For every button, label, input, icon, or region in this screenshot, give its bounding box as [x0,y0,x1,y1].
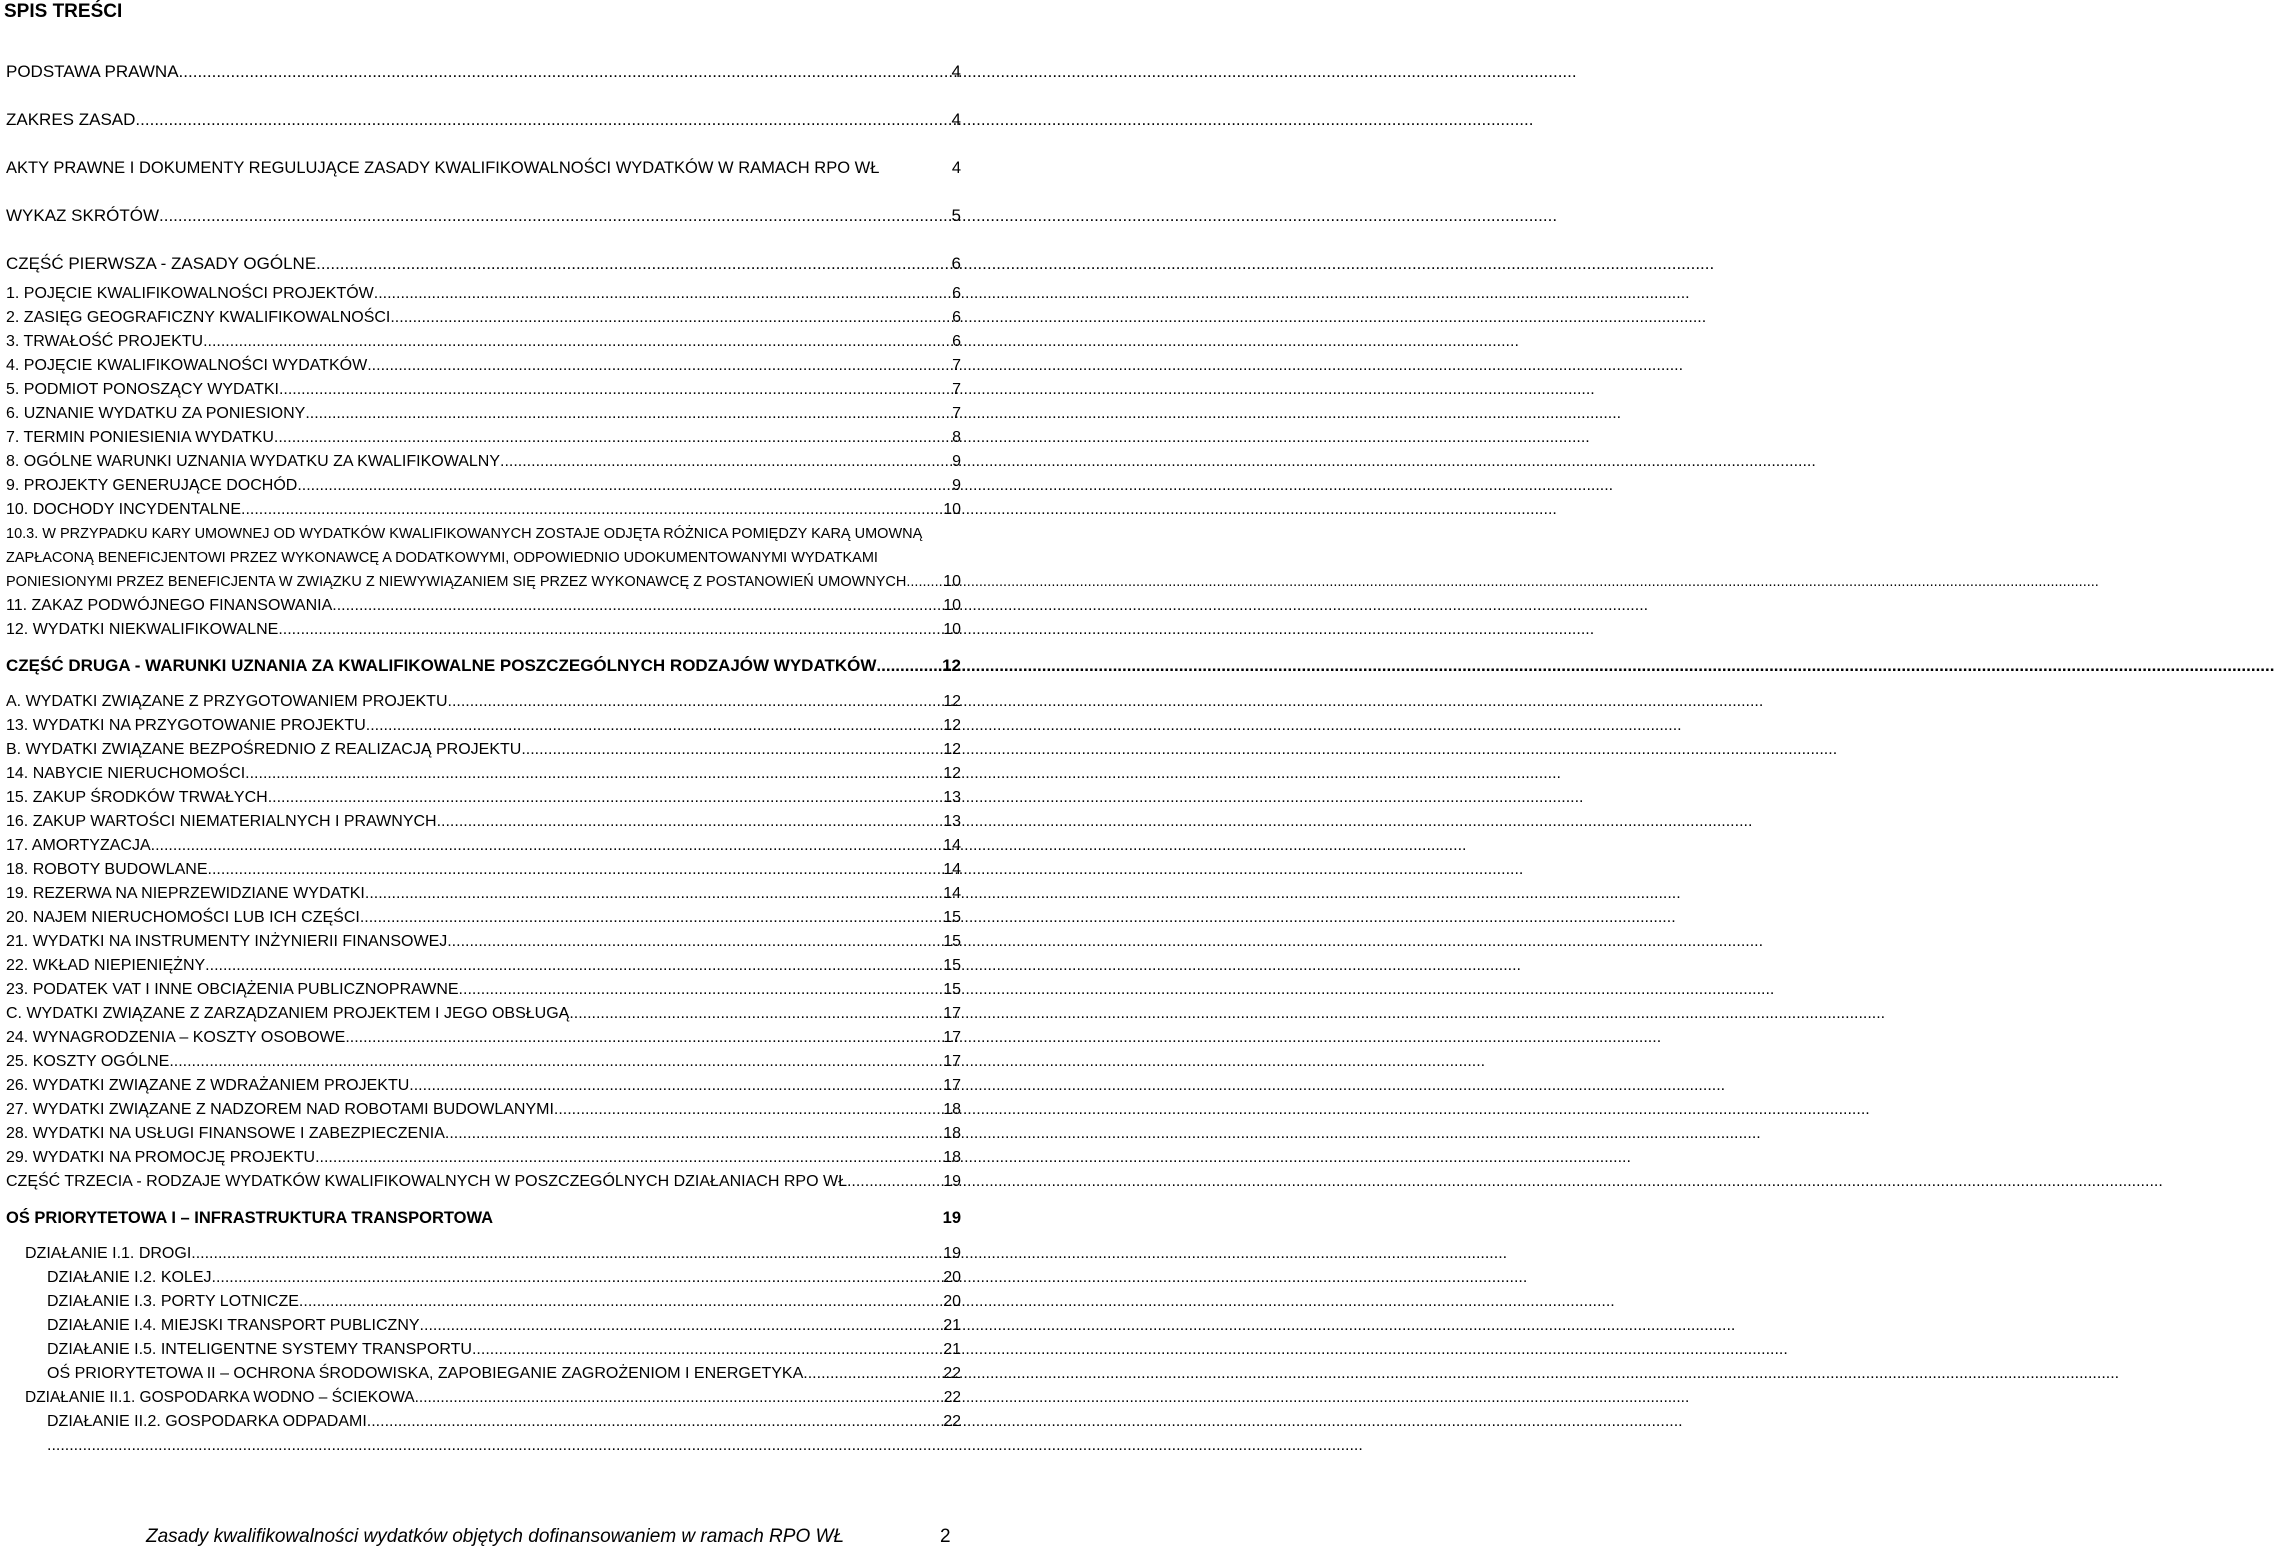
toc-page-number: 6 [952,333,961,350]
toc-entry[interactable] [6,980,961,1000]
leader-dots [390,308,950,328]
toc-page-number: 15 [943,957,961,974]
toc-page-number: 10 [943,621,961,638]
leader-dots [876,656,940,676]
leader-dots [847,1172,941,1192]
toc-entry[interactable] [6,764,961,784]
toc-page-number: 17 [943,1053,961,1070]
toc-entry-10-3-line3[interactable] [6,572,961,592]
toc-entry[interactable] [6,452,961,472]
leader-dots [367,1412,941,1432]
leader-dots [447,932,941,952]
toc-entry[interactable] [6,812,961,832]
toc-entry-label: 29. WYDATKI NA PROMOCJĘ PROJEKTU [6,1149,316,1166]
toc-entry[interactable] [6,956,961,976]
toc-entry[interactable] [6,308,961,328]
toc-entry[interactable] [6,1172,961,1192]
toc-page-number: 6 [952,309,961,326]
leader-dots [374,284,950,304]
toc-page-number: 12 [943,765,961,782]
leader-dots [332,596,941,616]
toc-entry-label: CZĘŚĆ TRZECIA - RODZAJE WYDATKÓW KWALIFIKOWALNYCH W POSZCZEGÓLNYCH DZIAŁANIACH RPO WŁ [6,1173,847,1190]
toc-page-number: 22 [943,1389,961,1406]
toc-page-number: 12 [943,717,961,734]
leader-dots [420,1316,942,1336]
toc-entry-label: CZĘŚĆ PIERWSZA - ZASADY OGÓLNE [6,254,317,273]
toc-page-number: 20 [943,1293,961,1310]
toc-page-number: 4 [951,62,961,81]
page-footer: Zasady kwalifikowalności wydatków objętych dofinansowaniem w ramach RPO WŁ [146,1526,845,1547]
toc-entry-label: ZAKRES ZASAD [6,110,136,129]
toc-page-number: 6 [951,254,961,273]
toc-entry-czesc-druga[interactable] [6,656,961,676]
toc-entry[interactable] [6,1052,961,1072]
leader-dots [212,1268,942,1288]
leader-dots [297,476,950,496]
toc-entry[interactable] [6,884,961,904]
toc-entry-label: 1. POJĘCIE KWALIFIKOWALNOŚCI PROJEKTÓW [6,285,374,302]
toc-entry-label: DZIAŁANIE I.5. INTELIGENTNE SYSTEMY TRANSPORTU [47,1341,472,1358]
leader-dots [151,836,942,856]
toc-page-number: 21 [943,1341,961,1358]
toc-page-number: 14 [943,837,961,854]
toc-entry-akty[interactable] [6,158,961,178]
leader-dots [316,254,949,274]
leader-dots [315,1148,941,1168]
toc-entry-label: DZIAŁANIE I.3. PORTY LOTNICZE [47,1293,299,1310]
toc-entry[interactable] [6,932,961,952]
toc-page-number: 9 [952,477,961,494]
toc-entry[interactable] [6,692,961,712]
toc-page-number: 19 [943,1173,961,1190]
toc-page-number: 6 [952,285,961,302]
toc-entry[interactable] [6,860,961,880]
toc-page-number: 8 [952,429,961,446]
toc-entry-os-1[interactable] [25,1244,961,1264]
leader-dots [448,692,942,712]
toc-entry-label: 27. WYDATKI ZWIĄZANE Z NADZOREM NAD ROBOTAMI BUDOWLANYMI [6,1101,554,1118]
toc-entry-label: DZIAŁANIE II.2. GOSPODARKA ODPADAMI [47,1413,367,1430]
leader-dots [500,452,950,472]
toc-page-number: 22 [943,1413,961,1430]
leader-dots [365,884,941,904]
leader-dots [472,1340,941,1360]
leader-dots [360,908,941,928]
toc-entry-label: 26. WYDATKI ZWIĄZANE Z WDRAŻANIEM PROJEKTU [6,1077,410,1094]
toc-entry-label: PODSTAWA PRAWNA [6,62,179,81]
toc-page-number: 15 [943,981,961,998]
leader-dots [208,860,942,880]
leader-dots [415,1388,942,1408]
toc-entry-label: 10. DOCHODY INCYDENTALNE [6,501,242,518]
toc-entry-czesc-trzecia[interactable] [6,1208,961,1228]
leader-dots [47,1436,959,1456]
toc-entry-label: 8. OGÓLNE WARUNKI UZNANIA WYDATKU ZA KWALIFIKOWALNY [6,453,500,470]
toc-page-number: 9 [952,453,961,470]
toc-page-number: 7 [952,405,961,422]
toc-entry[interactable] [6,1004,961,1024]
toc-entry-label: 7. TERMIN PONIESIENIA WYDATKU [6,429,274,446]
toc-page-number: 13 [943,789,961,806]
toc-page-number: 5 [951,206,961,225]
toc-entry-label: 16. ZAKUP WARTOŚCI NIEMATERIALNYCH I PRAWNYCH [6,813,437,830]
toc-entry-label: 2. ZASIĘG GEOGRAFICZNY KWALIFIKOWALNOŚCI [6,309,391,326]
toc-entry-label: CZĘŚĆ DRUGA - WARUNKI UZNANIA ZA KWALIFIKOWALNE POSZCZEGÓLNYCH RODZAJÓW WYDATKÓW [6,656,877,675]
toc-entry-label: 4. POJĘCIE KWALIFIKOWALNOŚCI WYDATKÓW [6,357,368,374]
toc-entry-label: DZIAŁANIE I.1. DROGI [25,1245,192,1262]
toc-entry-label: DZIAŁANIE II.1. GOSPODARKA WODNO – ŚCIEKOWA [25,1389,415,1406]
toc-page-number: 21 [943,1317,961,1334]
toc-entry-dzialanie[interactable] [47,1364,961,1384]
leader-dots [299,1292,941,1312]
toc-entry-label: OŚ PRIORYTETOWA II – OCHRONA ŚRODOWISKA, ZAPOBIEGANIE ZAGROŻENIOM I ENERGETYKA [47,1365,804,1382]
toc-page-number: 10 [943,501,961,518]
toc-entry-label: 14. NABYCIE NIERUCHOMOŚCI [6,765,246,782]
toc-entry[interactable] [6,1100,961,1120]
toc-page-number: 22 [943,1365,961,1382]
leader-dots [366,716,941,736]
leader-dots [135,110,949,130]
toc-entry[interactable] [6,332,961,352]
toc-entry[interactable] [6,284,961,304]
toc-page-number: 18 [943,1101,961,1118]
leader-dots [437,812,942,832]
leader-dots [241,500,941,520]
toc-entry[interactable] [6,380,961,400]
toc-entry-label: WYKAZ SKRÓTÓW [6,206,159,225]
leader-dots [191,1244,941,1264]
leader-dots [459,980,942,1000]
toc-entry[interactable] [6,356,961,376]
toc-entry-10-3-line1[interactable]: 10.3. W PRZYPADKU KARY UMOWNEJ OD WYDATKÓW KWALIFIKOWANYCH ZOSTAJE ODJĘTA RÓŻNICA POMIĘDZY KARĄ UMOWNĄ [6,526,923,542]
toc-page-number: 10 [943,573,961,590]
toc-entry-label: 3. TRWAŁOŚĆ PROJEKTU [6,333,204,350]
toc-page-number: 12 [942,656,961,675]
toc-entry-dzialanie[interactable] [47,1436,961,1456]
toc-entry-label: 24. WYNAGRODZENIA – KOSZTY OSOBOWE [6,1029,346,1046]
toc-entry[interactable] [6,836,961,856]
toc-entry-label: 6. UZNANIE WYDATKU ZA PONIESIONY [6,405,306,422]
leader-dots [205,956,941,976]
leader-dots [367,356,950,376]
toc-page-number: 12 [943,741,961,758]
toc-entry-label: 18. ROBOTY BUDOWLANE [6,861,208,878]
toc-page-number: 4 [951,159,961,177]
toc-entry-label: A. WYDATKI ZWIĄZANE Z PRZYGOTOWANIEM PROJEKTU [6,693,448,710]
toc-entry[interactable] [6,740,961,760]
leader-dots [279,380,950,400]
toc-entry-label: DZIAŁANIE I.2. KOLEJ [47,1269,212,1286]
toc-page-number: 7 [952,381,961,398]
toc-entry-label: AKTY PRAWNE I DOKUMENTY REGULUJĄCE ZASADY KWALIFIKOWALNOŚCI WYDATKÓW W RAMACH RPO WŁ [6,159,880,177]
toc-entry[interactable] [6,716,961,736]
toc-entry-10-3-line2: ZAPŁACONĄ BENEFICJENTOWI PRZEZ WYKONAWCĘ A DODATKOWYMI, ODPOWIEDNIO UDOKUMENTOWANYMI WYDATKAMI [6,550,878,566]
toc-page-number: 12 [943,693,961,710]
toc-title: SPIS TREŚCI [4,1,123,22]
toc-entry[interactable] [6,1148,961,1168]
toc-entry-label: 22. WKŁAD NIEPIENIĘŻNY [6,957,206,974]
leader-dots [278,620,941,640]
toc-entry-label: C. WYDATKI ZWIĄZANE Z ZARZĄDZANIEM PROJEKTEM I JEGO OBSŁUGĄ [6,1005,570,1022]
toc-entry[interactable] [6,620,961,640]
toc-entry-label: OŚ PRIORYTETOWA I – INFRASTRUKTURA TRANSPORTOWA [6,1209,494,1227]
toc-entry-dzialanie[interactable] [47,1340,961,1360]
toc-page-number: 15 [943,933,961,950]
toc-entry-dzialanie[interactable] [47,1316,961,1336]
toc-entry-label: 12. WYDATKI NIEKWALIFIKOWALNE [6,621,279,638]
toc-page-number: 18 [943,1149,961,1166]
toc-entry-label: 9. PROJEKTY GENERUJĄCE DOCHÓD [6,477,298,494]
leader-dots [521,740,941,760]
leader-dots [305,404,950,424]
leader-dots [203,332,950,352]
toc-page-number: 17 [943,1005,961,1022]
toc-page-number: 19 [942,1209,961,1227]
toc-page-number: 17 [943,1029,961,1046]
toc-entry[interactable] [6,404,961,424]
toc-entry-czesc-pierwsza[interactable] [6,254,961,274]
toc-page-number: 14 [943,861,961,878]
toc-entry-label: 17. AMORTYZACJA [6,837,151,854]
toc-page-number: 17 [943,1077,961,1094]
toc-entry-podstawa[interactable] [6,62,961,82]
toc-entry-label: 25. KOSZTY OGÓLNE [6,1053,170,1070]
toc-entry[interactable] [6,1076,961,1096]
toc-page-number: 19 [943,1245,961,1262]
toc-entry-os-2[interactable] [25,1388,961,1408]
toc-entry-dzialanie[interactable] [47,1412,961,1432]
toc-entry[interactable] [6,1124,961,1144]
leader-dots [274,428,950,448]
leader-dots [245,764,941,784]
toc-page-number: 20 [943,1269,961,1286]
toc-page-number: 13 [943,813,961,830]
leader-dots [906,572,941,592]
leader-dots [409,1076,941,1096]
toc-entry-label: DZIAŁANIE I.4. MIEJSKI TRANSPORT PUBLICZNY [47,1317,420,1334]
leader-dots [179,62,950,82]
toc-entry-label: 19. REZERWA NA NIEPRZEWIDZIANE WYDATKI [6,885,365,902]
toc-page-number: 10 [943,597,961,614]
toc-entry-label: 5. PODMIOT PONOSZĄCY WYDATKI [6,381,279,398]
toc-entry-label: 21. WYDATKI NA INSTRUMENTY INŻYNIERII FINANSOWEJ [6,933,448,950]
toc-entry[interactable] [6,500,961,520]
toc-entry[interactable] [6,788,961,808]
page-number: 2 [940,1526,951,1547]
leader-dots [554,1100,941,1120]
leader-dots [169,1052,941,1072]
leader-dots [159,206,950,226]
leader-dots [445,1124,941,1144]
toc-entry-label: 23. PODATEK VAT I INNE OBCIĄŻENIA PUBLICZNOPRAWNE [6,981,459,998]
leader-dots [268,788,942,808]
toc-entry[interactable] [6,908,961,928]
toc-page-number: 7 [952,357,961,374]
leader-dots [803,1364,941,1384]
toc-entry-label: 20. NAJEM NIERUCHOMOŚCI LUB ICH CZĘŚCI [6,909,360,926]
toc-entry-label: B. WYDATKI ZWIĄZANE BEZPOŚREDNIO Z REALIZACJĄ PROJEKTU [6,741,522,758]
toc-entry-label: 28. WYDATKI NA USŁUGI FINANSOWE I ZABEZPIECZENIA [6,1125,445,1142]
toc-page-number: 4 [951,110,961,129]
toc-entry-zakres[interactable] [6,110,961,130]
toc-entry[interactable] [6,476,961,496]
toc-entry[interactable] [6,428,961,448]
toc-page-number: 15 [943,909,961,926]
toc-entry[interactable] [6,596,961,616]
toc-entry-label: 13. WYDATKI NA PRZYGOTOWANIE PROJEKTU [6,717,366,734]
toc-entry-skroty[interactable] [6,206,961,226]
toc-page-number: 14 [943,885,961,902]
toc-entry-label: 15. ZAKUP ŚRODKÓW TRWAŁYCH [6,789,268,806]
toc-page-number: 18 [943,1125,961,1142]
toc-entry-dzialanie[interactable] [47,1268,961,1288]
toc-entry-label: 11. ZAKAZ PODWÓJNEGO FINANSOWANIA [6,597,333,614]
leader-dots [345,1028,941,1048]
leader-dots [569,1004,941,1024]
toc-entry[interactable] [6,1028,961,1048]
toc-entry-dzialanie[interactable] [47,1292,961,1312]
toc-entry-label: PONIESIONYMI PRZEZ BENEFICJENTA W ZWIĄZKU Z NIEWYWIĄZANIEM SIĘ PRZEZ WYKONAWCĘ Z POSTANOWIEŃ UMOWNYCH [6,574,907,590]
